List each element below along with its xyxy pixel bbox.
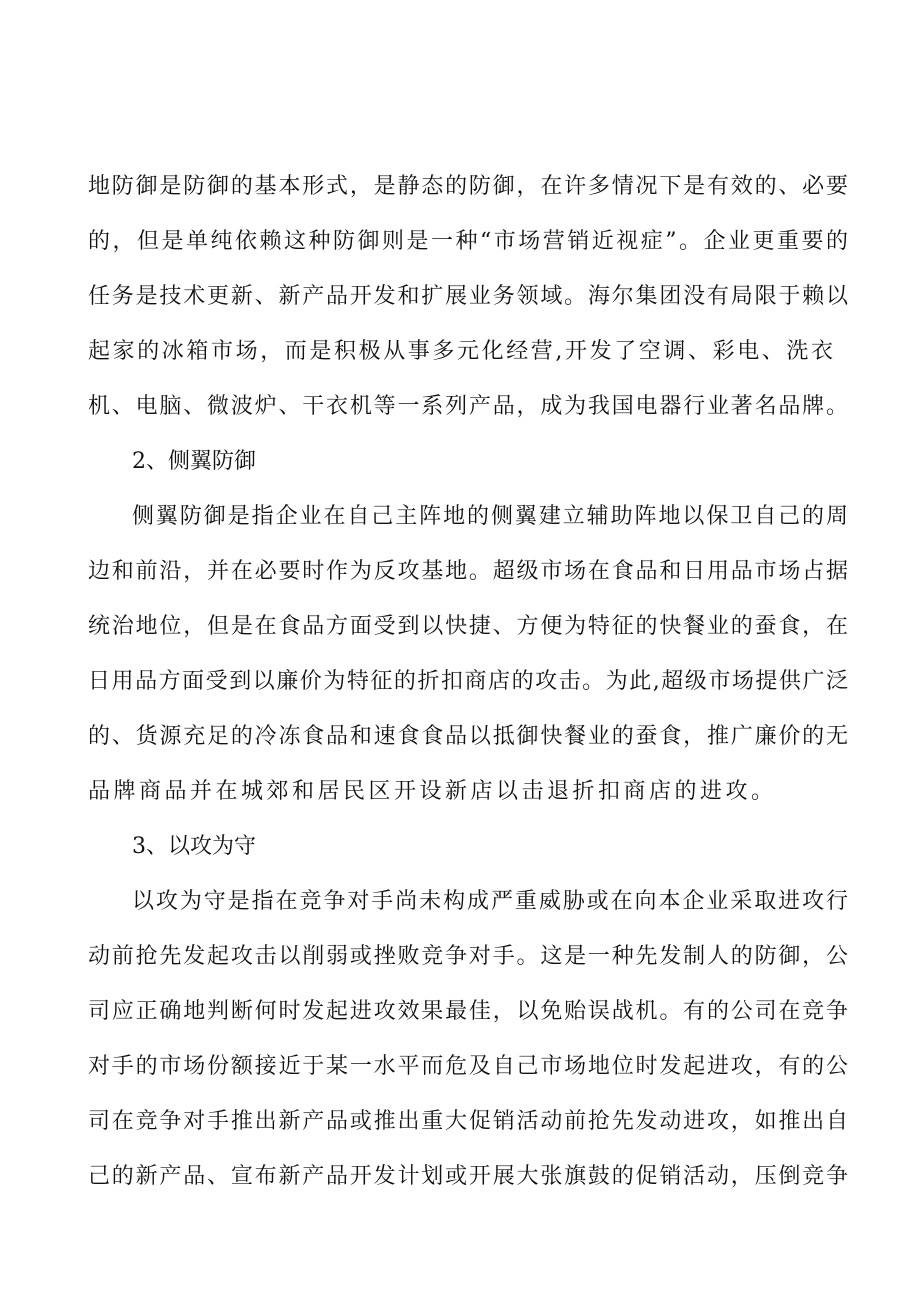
paragraph-line: 的，但是单纯依赖这种防御则是一种“市场营销近视症”。企业更重要的: [88, 229, 848, 254]
paragraph-line: 机、电脑、微波炉、干衣机等一系列产品，成为我国电器行业著名品牌。: [88, 394, 848, 419]
paragraph-line: 日用品方面受到以廉价为特征的折扣商店的攻击。为此,超级市场提供广泛: [88, 669, 848, 694]
paragraph-line: 动前抢先发起攻击以削弱或挫败竞争对手。这是一种先发制人的防御，公: [88, 944, 848, 969]
paragraph-line: 以攻为守是指在竞争对手尚未构成严重威胁或在向本企业采取进攻行: [132, 889, 848, 914]
paragraph-line: 任务是技术更新、新产品开发和扩展业务领域。海尔集团没有局限于赖以: [88, 284, 848, 309]
paragraph-line: 地防御是防御的基本形式，是静态的防御，在许多情况下是有效的、必要: [88, 174, 848, 199]
paragraph-line: 的、货源充足的冷冻食品和速食食品以抵御快餐业的蚕食，推广廉价的无: [88, 724, 848, 749]
paragraph-line: 司应正确地判断何时发起进攻效果最佳，以免贻误战机。有的公司在竞争: [88, 999, 848, 1024]
paragraph-line: 侧翼防御是指企业在自己主阵地的侧翼建立辅助阵地以保卫自己的周: [132, 504, 848, 529]
paragraph-line: 己的新产品、宣布新产品开发计划或开展大张旗鼓的促销活动，压倒竞争: [88, 1164, 848, 1189]
paragraph-line: 品牌商品并在城郊和居民区开设新店以击退折扣商店的进攻。: [88, 779, 777, 804]
section-heading-2: 2、侧翼防御: [132, 449, 256, 474]
paragraph-line: 司在竞争对手推出新产品或推出重大促销活动前抢先发动进攻，如推出自: [88, 1109, 848, 1134]
paragraph-line: 边和前沿，并在必要时作为反攻基地。超级市场在食品和日用品市场占据: [88, 559, 848, 584]
section-heading-3: 3、以攻为守: [132, 834, 256, 859]
paragraph-line: 起家的冰箱市场，而是积极从事多元化经营,开发了空调、彩电、洗衣: [88, 339, 836, 364]
paragraph-line: 对手的市场份额接近于某一水平而危及自己市场地位时发起进攻，有的公: [88, 1054, 848, 1079]
paragraph-line: 统治地位，但是在食品方面受到以快捷、方便为特征的快餐业的蚕食，在: [88, 614, 848, 639]
